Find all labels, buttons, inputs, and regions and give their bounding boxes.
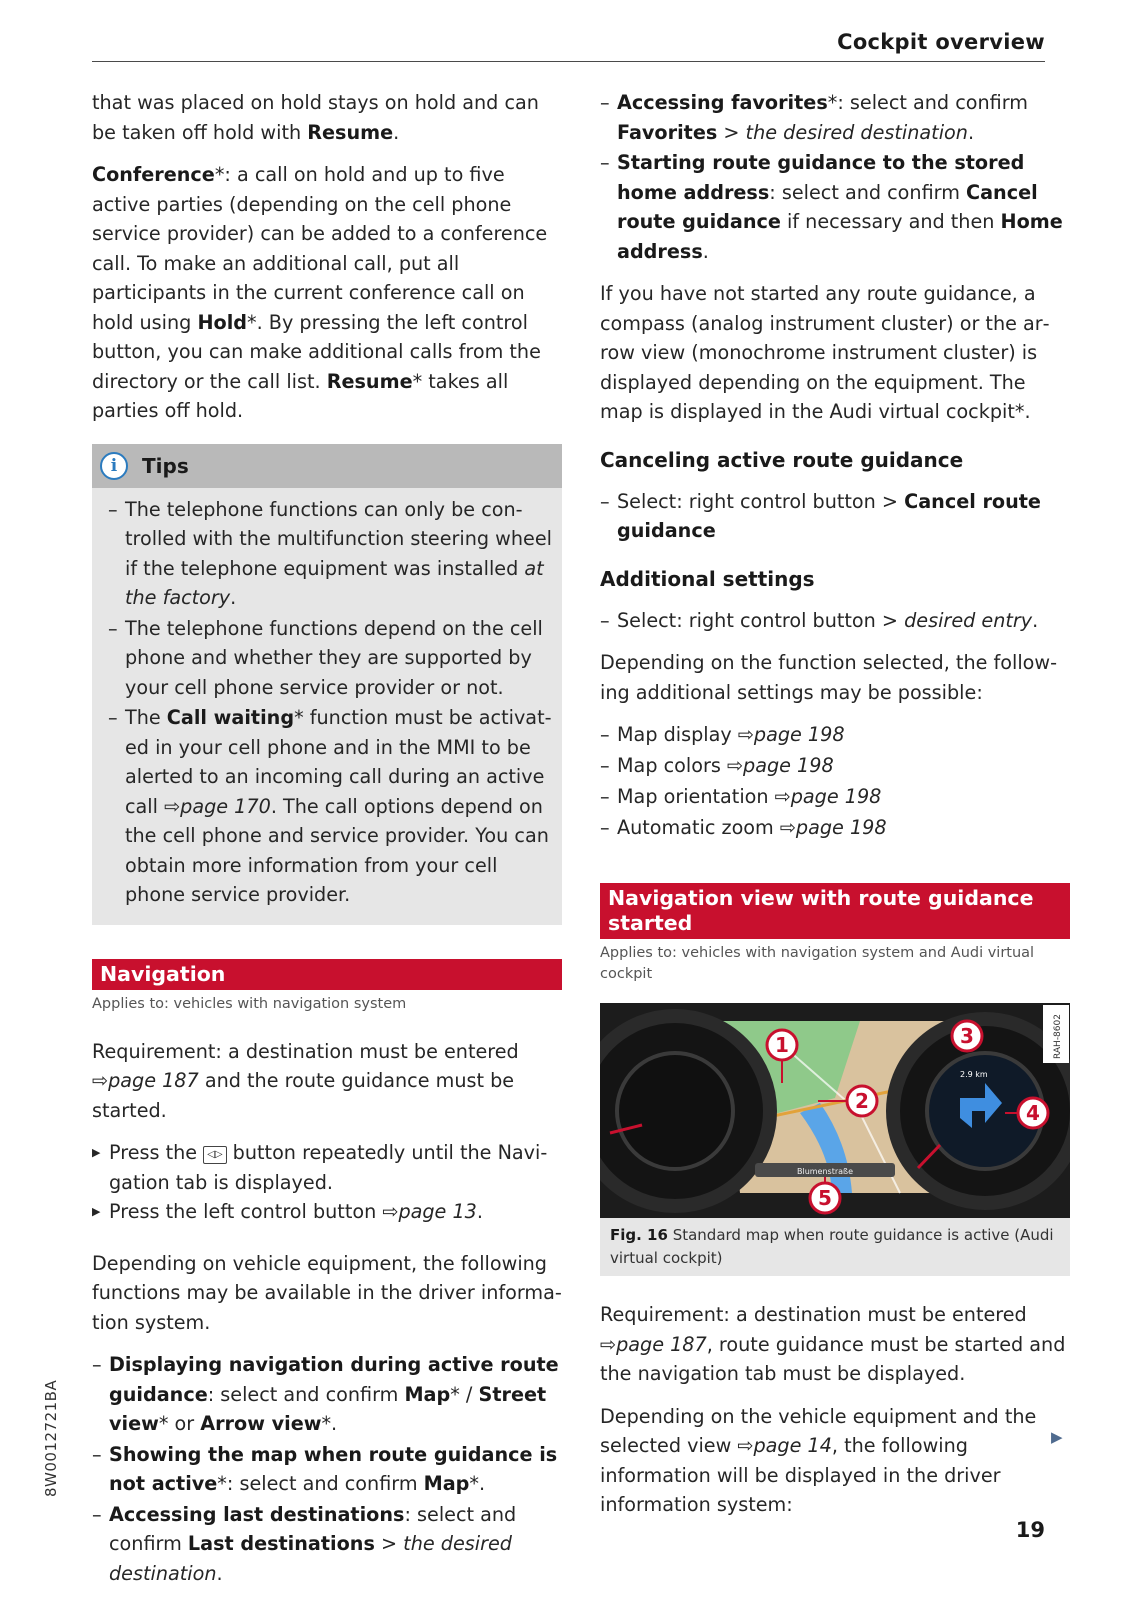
page-reference-link[interactable]: page 13 (398, 1200, 477, 1223)
page-reference-link[interactable]: page 187 (108, 1069, 199, 1092)
image-code: RAH-8602 (1053, 1014, 1063, 1059)
paragraph-conference: Conference*: a call on hold and up to five active parties (depending on the cell phone service provider) can be added to a conference call. To make an additional call, put all participants in the current conference call on hold using Hold*. By pressing the left control button, you can make additional calls from the directory or the call list. Resume* takes all parties off hold. (92, 163, 548, 422)
function-item: – Starting route guidance to the stored home address: select and confirm Cancel route guidance if necessary and then Home address. (600, 148, 1070, 266)
right-column (600, 88, 1070, 1533)
paragraph-functions: Depending on vehicle equipment, the following functions may be available in the driver information system. (92, 1251, 562, 1334)
cancel-step: – Select: right control button > Cancel route guidance (600, 487, 1070, 546)
tips-item: – The Call waiting* function must be activated in your cell phone and in the MMI to be alerted to an incoming call during an active call ⇨page 170. The call options depend on the cell phone and service provider. You can obtain more information from your cell phone service provider. (108, 703, 552, 910)
info-icon: i (100, 452, 128, 480)
heading-additional-settings: Additional settings (600, 566, 815, 591)
tips-header (92, 444, 562, 488)
svg-text:2: 2 (855, 1089, 869, 1113)
heading-canceling-route: Canceling active route guidance (600, 447, 964, 472)
svg-text:3: 3 (960, 1024, 974, 1048)
view-button-icon: ◁▷ (203, 1146, 226, 1164)
setting-item: – Map display ⇨page 198 (600, 720, 1070, 750)
page-reference-link[interactable]: page 198 (790, 785, 882, 808)
tips-item: – The telephone functions can only be controlled with the multifunction steering wheel if the telephone equipment was installed at the factory. (108, 495, 552, 613)
page-reference-link[interactable]: page 14 (753, 1434, 832, 1457)
tips-box (92, 444, 562, 925)
page-header-title: Cockpit overview (837, 30, 1045, 54)
step-item: ▶ Press the left control button ⇨page 13. (92, 1197, 562, 1227)
page-reference-arrow: ⇨ (164, 794, 181, 818)
setting-item: – Automatic zoom ⇨page 198 (600, 813, 1070, 843)
function-item: – Accessing favorites*: select and confirm Favorites > the desired destination. (600, 88, 1070, 147)
figure-16 (600, 1003, 1070, 1276)
figure-caption: Fig. 16 Standard map when route guidance is active (Audi virtual cockpit) (600, 1218, 1070, 1276)
svg-text:4: 4 (1026, 1101, 1040, 1125)
svg-text:5: 5 (818, 1186, 832, 1210)
header-rule (92, 61, 1045, 62)
setting-item: – Map colors ⇨page 198 (600, 751, 1070, 781)
page-reference-link[interactable]: page 198 (743, 754, 834, 777)
section-heading-navigation: Navigation (92, 959, 562, 990)
paragraph-compass: If you have not started any route guidance, a compass (analog instrument cluster) or the arrow view (monochrome instrument cluster) is displayed depending on the equipment. The map is displayed in the Audi virtual cockpit*. (600, 282, 1050, 423)
function-item: – Showing the map when route guidance is not active*: select and confirm Map*. (92, 1440, 562, 1499)
paragraph-requirement: Requirement: a destination must be entered ⇨page 187 and the route guidance must be started. (92, 1039, 519, 1122)
function-item: – Accessing last destinations: select and confirm Last destinations > the desired destination. (92, 1500, 562, 1589)
paragraph-requirement-2: Requirement: a destination must be entered ⇨page 187, route guidance must be started and the navigation tab must be displayed. (600, 1303, 1066, 1385)
tips-item: – The telephone functions depend on the cell phone and whether they are supported by your cell phone service provider or not. (108, 614, 552, 703)
paragraph-following-settings: Depending on the function selected, the following additional settings may be possible: (600, 651, 1058, 704)
page-number: 19 (1015, 1518, 1045, 1542)
street-label: Blumenstraße (796, 1167, 854, 1176)
additional-step: – Select: right control button > desired entry. (600, 606, 1070, 636)
left-column (92, 88, 562, 1601)
page-reference-link[interactable]: page 198 (753, 723, 845, 746)
applies-to-note: Applies to: vehicles with navigation system (92, 995, 407, 1012)
tips-title: Tips (142, 453, 189, 478)
step-item: ▶ Press the ◁▷ button repeatedly until the Navigation tab is displayed. (92, 1138, 562, 1197)
section-heading-navigation-view: Navigation view with route guidance started (600, 883, 1070, 939)
document-code: 8W0012721BA (42, 1379, 60, 1497)
svg-text:1: 1 (775, 1033, 789, 1057)
continue-arrow-icon: ▶ (1051, 1428, 1063, 1446)
callout-3 (952, 1021, 982, 1051)
page-reference-link[interactable]: page 187 (616, 1332, 707, 1356)
function-item: – Displaying navigation during active route guidance: select and confirm Map* / Street view* or Arrow view*. (92, 1350, 562, 1439)
page-reference-link[interactable]: page 198 (795, 816, 887, 839)
distance-label: 2.9 km (960, 1070, 988, 1079)
applies-to-note: Applies to: vehicles with navigation system and Audi virtual cockpit (600, 945, 1035, 982)
setting-item: – Map orientation ⇨page 198 (600, 782, 1070, 812)
tips-body (92, 488, 562, 925)
paragraph-displayed-info: Depending on the vehicle equipment and the selected view ⇨page 14, the following information will be displayed in the driver information system: (600, 1404, 1037, 1516)
paragraph-hold: that was placed on hold stays on hold and can be taken off hold with Resume. (92, 91, 539, 144)
virtual-cockpit-map-image (600, 1003, 1070, 1218)
page-reference-link[interactable]: page 170 (180, 794, 271, 818)
